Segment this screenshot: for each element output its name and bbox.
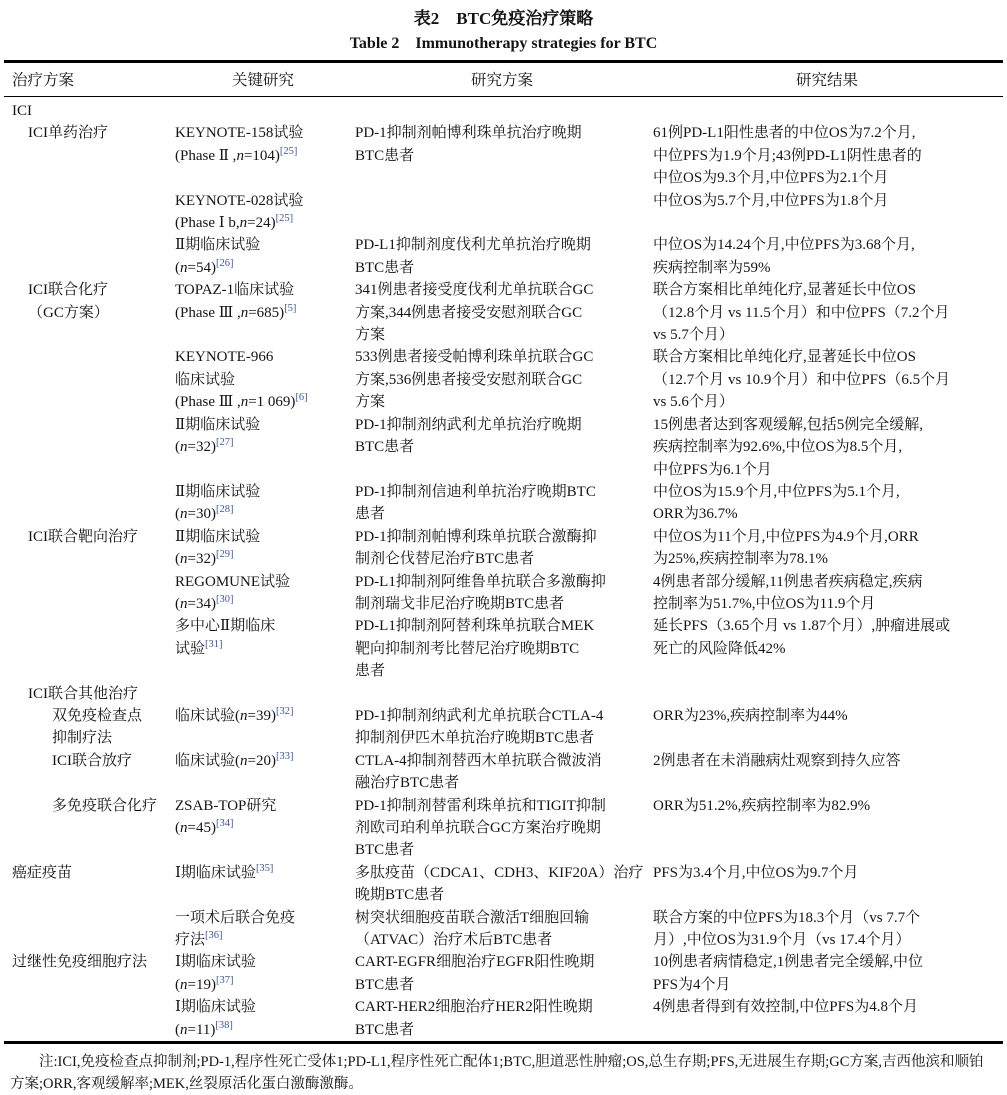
reference-marker: [29]: [215, 549, 234, 561]
reference-marker: [37]: [215, 974, 234, 986]
reference-marker: [5]: [284, 302, 297, 314]
cell-study-result: 中位OS为11个月,中位PFS为4.9个月,ORR 为25%,疾病控制率为78.1%: [653, 528, 919, 568]
table-footnote: 注:ICI,免疫检查点抑制剂;PD-1,程序性死亡受体1;PD-L1,程序性死亡配体1;BTC,胆道恶性肿瘤;OS,总生存期;PFS,无进展生存期;GC方案,吉西他滨和顺铂方案;ORR,客观缓解率;MEK,丝裂原活化蛋白激酶激酶。: [10, 1054, 984, 1093]
cell-study-result: 4例患者得到有效控制,中位PFS为4.8个月: [653, 999, 919, 1016]
cell-study-result: PFS为3.4个月,中位OS为9.7个月: [653, 864, 859, 881]
cell-key-study: 临床试验(n=20)[33]: [175, 750, 294, 769]
table-row: [4, 346, 1003, 413]
cell-key-study: 一项术后联合免疫 疗法[36]: [175, 909, 296, 949]
cell-study-result: 联合方案相比单纯化疗,显著延长中位OS （12.8个月 vs 11.5个月）和中位PFS（7.2个月 vs 5.7个月）: [653, 282, 950, 344]
column-header-plan: 治疗方案: [12, 72, 75, 89]
cell-study-result: 4例患者部分缓解,11例患者疾病稳定,疾病 控制率为51.7%,中位OS为11.9个月: [653, 573, 923, 612]
cell-study-result: 15例患者达到客观缓解,包括5例完全缓解, 疾病控制率为92.6%,中位OS为8.5个月, 中位PFS为6.1个月: [653, 416, 924, 478]
cell-key-study: [173, 97, 353, 123]
reference-marker: [28]: [215, 504, 234, 516]
cell-key-study: Ⅱ期临床试验 (n=32)[29]: [175, 528, 261, 568]
table-row: [4, 907, 1003, 952]
cell-treatment-plan: [4, 481, 173, 526]
cell-key-study: Ⅰ期临床试验 (n=11)[38]: [175, 999, 256, 1038]
cell-treatment-plan: ICI: [12, 103, 32, 119]
cell-study-result: 联合方案相比单纯化疗,显著延长中位OS （12.7个月 vs 10.9个月）和中位PFS（6.5个月 vs 5.6个月）: [653, 349, 951, 411]
table-row: [4, 234, 1003, 279]
cell-study-protocol: CART-EGFR细胞治疗EGFR阳性晚期 BTC患者: [355, 954, 595, 993]
cell-key-study: KEYNOTE-158试验 (Phase Ⅱ ,n=104)[25]: [175, 125, 304, 164]
table-title-zh: 表2 BTC免疫治疗策略: [413, 9, 594, 28]
cell-key-study: TOPAZ-1临床试验 (Phase Ⅲ ,n=685)[5]: [175, 282, 297, 321]
cell-study-result: 2例患者在未消融病灶观察到持久应答: [653, 752, 901, 769]
table-body: [4, 97, 1003, 1043]
reference-marker: [31]: [205, 638, 223, 650]
table-row: [4, 996, 1003, 1042]
cell-study-protocol: CTLA-4抑制剂替西木单抗联合微波消 融治疗BTC患者: [355, 752, 602, 792]
cell-treatment-plan: ICI单药治疗: [28, 125, 108, 142]
reference-marker: [32]: [275, 705, 294, 717]
table-row: [4, 279, 1003, 346]
column-header-protocol: 研究方案: [470, 72, 533, 89]
reference-marker: [33]: [275, 750, 294, 762]
cell-treatment-plan: ICI联合靶向治疗: [28, 528, 138, 545]
reference-marker: [25]: [279, 145, 298, 157]
cell-study-protocol: [353, 683, 651, 705]
cell-key-study: Ⅰ期临床试验[35]: [175, 862, 274, 881]
cell-key-study: ZSAB-TOP研究 (n=45)[34]: [175, 797, 277, 836]
table-row: [4, 190, 1003, 235]
cell-treatment-plan: [4, 346, 173, 413]
cell-key-study: 临床试验(n=39)[32]: [175, 705, 294, 724]
cell-study-protocol: PD-1抑制剂帕博利珠单抗联合激酶抑 制剂仑伐替尼治疗BTC患者: [355, 528, 597, 568]
reference-marker: [36]: [205, 930, 223, 942]
cell-study-protocol: [353, 97, 651, 123]
cell-key-study: Ⅱ期临床试验 (n=32)[27]: [175, 416, 261, 456]
cell-key-study: REGOMUNE试验 (n=34)[30]: [175, 573, 290, 612]
cell-study-result: ORR为51.2%,疾病控制率为82.9%: [653, 797, 871, 814]
cell-key-study: KEYNOTE-028试验 (Phase Ⅰ b,n=24)[25]: [175, 192, 304, 232]
reference-marker: [30]: [215, 593, 234, 605]
cell-study-result: 10例患者病情稳定,1例患者完全缓解,中位 PFS为4个月: [653, 954, 924, 993]
cell-treatment-plan: [4, 190, 173, 235]
cell-study-result: [651, 97, 1003, 123]
cell-study-protocol: PD-1抑制剂替雷利珠单抗和TIGIT抑制 剂欧司珀利单抗联合GC方案治疗晚期 BTC患者: [355, 797, 606, 859]
cell-study-protocol: CART-HER2细胞治疗HER2阳性晚期 BTC患者: [355, 999, 593, 1038]
cell-treatment-plan: [4, 907, 173, 952]
table-row: [4, 571, 1003, 616]
table-row: [4, 615, 1003, 682]
cell-treatment-plan: [4, 615, 173, 682]
reference-marker: [27]: [215, 437, 234, 449]
cell-study-protocol: PD-1抑制剂信迪利单抗治疗晚期BTC 患者: [355, 483, 596, 523]
table-row: [4, 750, 1003, 795]
cell-study-protocol: 341例患者接受度伐利尤单抗联合GC 方案,344例患者接受安慰剂联合GC 方案: [355, 282, 594, 344]
cell-study-protocol: PD-L1抑制剂度伐利尤单抗治疗晚期 BTC患者: [355, 237, 591, 276]
cell-study-result: 61例PD-L1阳性患者的中位OS为7.2个月, 中位PFS为1.9个月;43例PD-L1阴性患者的 中位OS为9.3个月,中位PFS为2.1个月: [653, 125, 922, 187]
cell-study-result: [651, 683, 1003, 705]
cell-study-result: 中位OS为15.9个月,中位PFS为5.1个月, ORR为36.7%: [653, 483, 900, 523]
cell-treatment-plan: [4, 571, 173, 616]
cell-study-result: 中位OS为14.24个月,中位PFS为3.68个月, 疾病控制率为59%: [653, 237, 915, 276]
cell-study-protocol: PD-L1抑制剂阿维鲁单抗联合多激酶抑 制剂瑞戈非尼治疗晚期BTC患者: [355, 573, 606, 612]
cell-study-result: 联合方案的中位PFS为18.3个月（vs 7.7个 月）,中位OS为31.9个月（vs 17.4个月）: [653, 909, 921, 949]
cell-treatment-plan: 癌症疫苗: [12, 864, 73, 881]
immunotherapy-table: [4, 60, 1003, 1044]
table-title-en: Table 2 Immunotherapy strategies for BTC: [349, 35, 658, 52]
reference-marker: [38]: [215, 1019, 233, 1031]
table-row: [4, 526, 1003, 571]
cell-study-result: 延长PFS（3.65个月 vs 1.87个月）,肿瘤进展或 死亡的风险降低42%: [653, 618, 951, 657]
reference-marker: [26]: [215, 257, 234, 269]
cell-study-protocol: PD-1抑制剂帕博利珠单抗治疗晚期 BTC患者: [355, 125, 582, 164]
table-row: [4, 951, 1003, 996]
header-row: [4, 62, 1003, 97]
cell-treatment-plan: ICI联合化疗 （GC方案）: [28, 282, 109, 321]
table-row: [4, 414, 1003, 481]
table-row: [4, 122, 1003, 189]
cell-study-protocol: 多肽疫苗（CDCA1、CDH3、KIF20A）治疗 晚期BTC患者: [355, 864, 644, 904]
cell-study-protocol: 树突状细胞疫苗联合激活T细胞回输 （ATVAC）治疗术后BTC患者: [355, 909, 590, 949]
column-header-result: 研究结果: [795, 72, 858, 89]
cell-key-study: Ⅰ期临床试验 (n=19)[37]: [175, 954, 256, 993]
cell-study-result: ORR为23%,疾病控制率为44%: [653, 707, 848, 724]
cell-study-protocol: 533例患者接受帕博利珠单抗联合GC 方案,536例患者接受安慰剂联合GC 方案: [355, 349, 594, 411]
table-header: [4, 62, 1003, 97]
cell-treatment-plan: ICI联合其他治疗: [28, 685, 138, 702]
cell-treatment-plan: 过继性免疫细胞疗法: [12, 954, 148, 971]
cell-treatment-plan: 多免疫联合化疗: [52, 797, 158, 814]
reference-marker: [25]: [275, 213, 294, 225]
cell-treatment-plan: [4, 996, 173, 1042]
cell-treatment-plan: ICI联合放疗: [52, 752, 132, 769]
cell-key-study: KEYNOTE-966 临床试验 (Phase Ⅲ ,n=1 069)[6]: [175, 349, 308, 411]
reference-marker: [35]: [255, 862, 274, 874]
cell-study-protocol: [353, 190, 651, 235]
cell-study-protocol: PD-1抑制剂纳武利尤单抗治疗晚期 BTC患者: [355, 416, 582, 456]
table-row: [4, 862, 1003, 907]
cell-study-protocol: PD-L1抑制剂阿替利珠单抗联合MEK 靶向抑制剂考比替尼治疗晚期BTC 患者: [355, 618, 595, 680]
reference-marker: [34]: [215, 818, 234, 829]
table-row: [4, 705, 1003, 750]
table-row: [4, 795, 1003, 862]
column-header-study: 关键研究: [231, 72, 294, 89]
cell-treatment-plan: [4, 414, 173, 481]
table-row: [4, 481, 1003, 526]
cell-key-study: [173, 683, 353, 705]
cell-key-study: 多中心Ⅱ期临床 试验[31]: [175, 618, 276, 657]
cell-study-result: 中位OS为5.7个月,中位PFS为1.8个月: [653, 192, 889, 209]
section-row: [4, 683, 1003, 705]
cell-key-study: Ⅱ期临床试验 (n=54)[26]: [175, 237, 261, 276]
section-row: [4, 97, 1003, 123]
cell-treatment-plan: 双免疫检查点 抑制疗法: [52, 707, 143, 747]
reference-marker: [6]: [295, 392, 308, 404]
cell-treatment-plan: [4, 234, 173, 279]
cell-key-study: Ⅱ期临床试验 (n=30)[28]: [175, 483, 261, 523]
cell-study-protocol: PD-1抑制剂纳武利尤单抗联合CTLA-4 抑制剂伊匹木单抗治疗晚期BTC患者: [355, 707, 604, 747]
